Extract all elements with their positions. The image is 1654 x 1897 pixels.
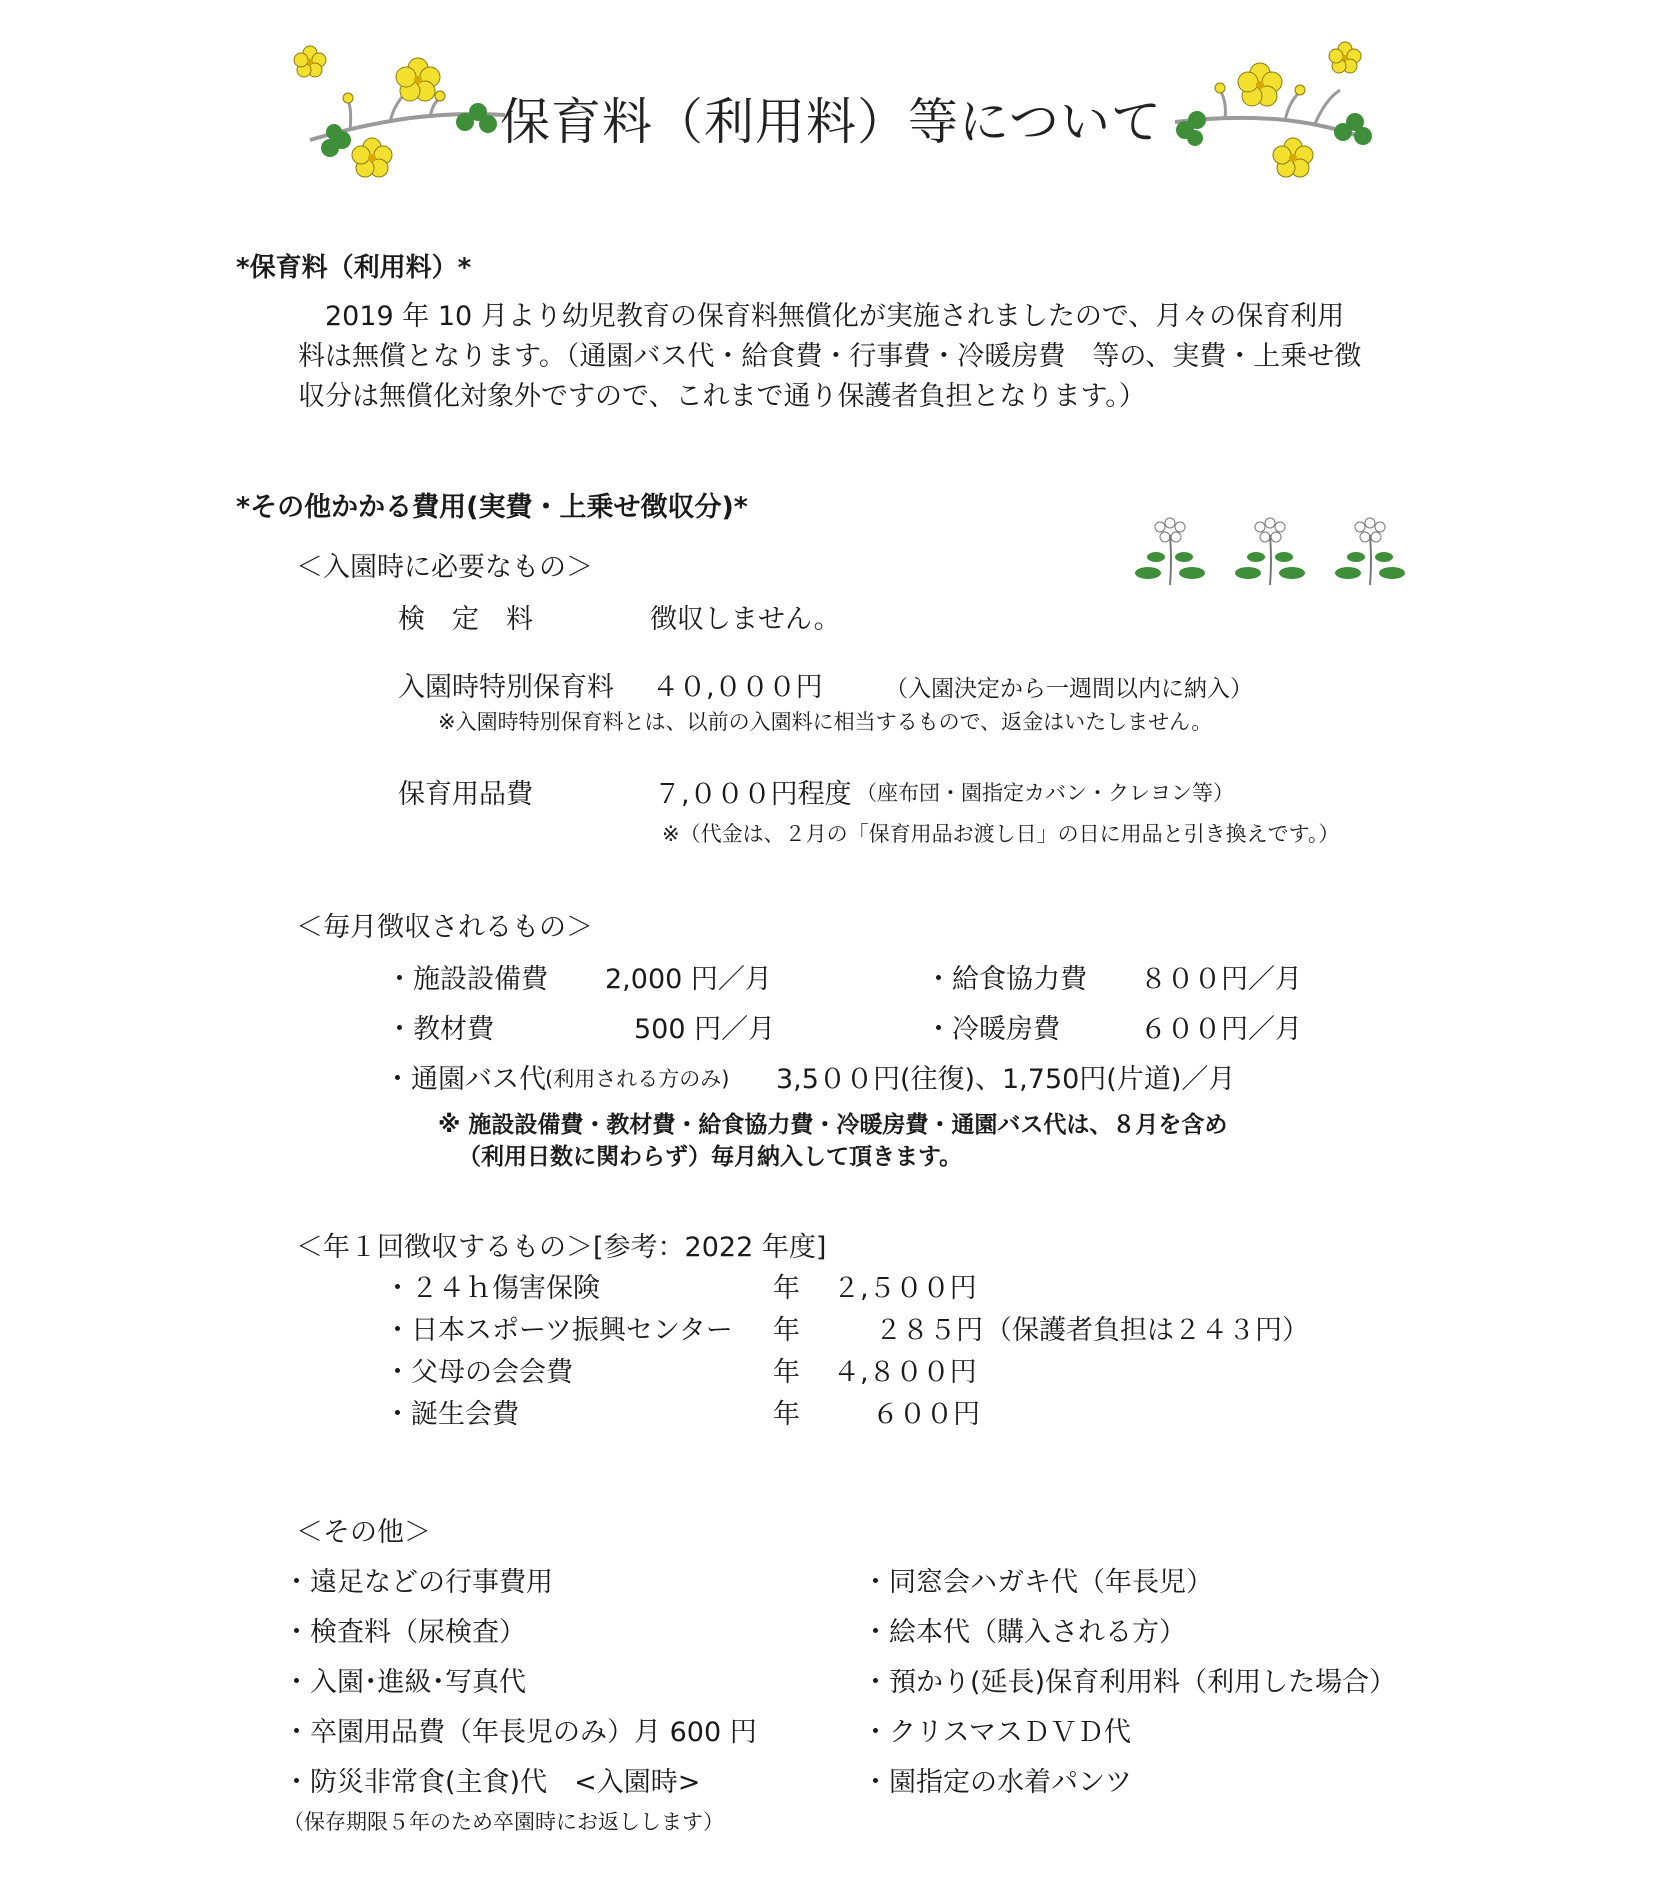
others-footnote: （保存期限５年のため卒園時にお返しします） xyxy=(283,1810,724,1834)
yearly-item-extra: （保護者負担は２４３円） xyxy=(985,1315,1309,1346)
yearly-item-per: 年 xyxy=(773,1315,800,1346)
flower-icon xyxy=(1329,42,1361,73)
special-fee-payment-note: （入園決定から一週間以内に納入） xyxy=(885,676,1253,702)
right-flower-branch-illustration xyxy=(1165,40,1385,180)
monthly-note-line-2: （利用日数に関わらず）毎月納入して頂きます。 xyxy=(458,1144,963,1170)
flower-icon xyxy=(396,58,440,101)
others-right-item: ・同窓会ハガキ代（年長児） xyxy=(862,1567,1213,1598)
supplies-fee-value: ７,０００円程度 xyxy=(654,779,852,810)
yearly-item-label: ・誕生会費 xyxy=(384,1399,519,1430)
monthly-item-label: ・教材費 xyxy=(386,1014,494,1045)
special-fee-label: 入園時特別保育料 xyxy=(398,672,614,703)
leaf-icon xyxy=(1176,111,1372,146)
admission-subheading: ＜入園時に必要なもの＞ xyxy=(296,552,593,583)
others-right-item: ・絵本代（購入される方） xyxy=(862,1617,1186,1648)
monthly-item-value: ８００円／月 xyxy=(1140,964,1302,995)
yearly-item-value: ４,８００円 xyxy=(833,1357,977,1388)
yearly-item-value: ２,５００円 xyxy=(833,1273,977,1304)
monthly-item-label: ・給食協力費 xyxy=(925,964,1087,995)
yearly-item-value: ６００円 xyxy=(872,1399,980,1430)
bus-fee-label: ・通園バス代 xyxy=(384,1064,546,1095)
others-left-item: ・卒園用品費（年長児のみ）月 600 円 xyxy=(283,1717,757,1748)
other-costs-heading: *その他かかる費用(実費・上乗せ徴収分)* xyxy=(236,492,748,523)
others-left-item: ・遠足などの行事費用 xyxy=(283,1567,553,1598)
bus-fee-value: 3,5００円(往復)、1,750円(片道)／月 xyxy=(776,1064,1236,1095)
others-left-item: ・入園･進級･写真代 xyxy=(283,1667,526,1698)
monthly-item-label: ・冷暖房費 xyxy=(925,1014,1060,1045)
yearly-item-label: ・２４ｈ傷害保険 xyxy=(384,1273,600,1304)
fee-section-heading: *保育料（利用料）* xyxy=(236,253,472,283)
others-left-item: ・防災非常食(主食)代 <入園時> xyxy=(283,1767,701,1798)
special-fee-note: ※入園時特別保育料とは、以前の入園料に相当するもので、返金はいたしません。 xyxy=(438,710,1213,734)
yearly-item-per: 年 xyxy=(773,1399,800,1430)
flower-icon xyxy=(294,46,326,77)
yearly-item-label: ・日本スポーツ振興センター xyxy=(384,1315,733,1346)
exam-fee-value: 徴収しません。 xyxy=(650,604,841,635)
monthly-item-value: 2,000 円／月 xyxy=(605,964,772,995)
monthly-item-value: ６００円／月 xyxy=(1140,1014,1302,1045)
sprout-plants-illustration xyxy=(1125,515,1415,595)
flower-icon xyxy=(1273,138,1313,177)
flower-icon xyxy=(352,138,392,177)
others-right-item: ・クリスマスＤＶＤ代 xyxy=(862,1717,1131,1748)
special-fee-value: ４０,０００円 xyxy=(652,672,823,703)
fee-paragraph-line-2: 料は無償となります。（通園バス代・給食費・行事費・冷暖房費 等の、実費・上乗せ徴 xyxy=(298,341,1362,372)
yearly-item-per: 年 xyxy=(773,1357,800,1388)
monthly-subheading: ＜毎月徴収されるもの＞ xyxy=(296,912,593,943)
flower-icon xyxy=(1238,63,1282,106)
others-right-item: ・園指定の水着パンツ xyxy=(862,1767,1132,1798)
supplies-fee-note: ※（代金は、２月の「保育用品お渡し日」の日に用品と引き換えです。） xyxy=(662,822,1340,846)
yearly-item-value: ２８５円 xyxy=(875,1315,983,1346)
supplies-fee-items: （座布団・園指定カバン・クレヨン等） xyxy=(856,781,1234,805)
fee-paragraph-line-3: 収分は無償化対象外ですので、これまで通り保護者負担となります。） xyxy=(298,381,1146,412)
yearly-subheading: ＜年１回徴収するもの＞[参考：2022 年度] xyxy=(296,1232,827,1263)
left-flower-branch-illustration xyxy=(290,40,520,180)
others-subheading: ＜その他＞ xyxy=(296,1517,431,1548)
fee-paragraph-line-1: 2019 年 10 月より幼児教育の保育料無償化が実施されましたので、月々の保育利用 xyxy=(298,301,1345,332)
yearly-item-per: 年 xyxy=(773,1273,800,1304)
monthly-item-label: ・施設設備費 xyxy=(386,964,548,995)
bus-fee-condition: (利用される方のみ) xyxy=(545,1067,730,1091)
page-title: 保育料（利用料）等について xyxy=(500,93,1162,151)
others-left-item: ・検査料（尿検査） xyxy=(283,1617,526,1648)
monthly-item-value: 500 円／月 xyxy=(634,1014,776,1045)
monthly-note-line-1: ※ 施設設備費・教材費・給食協力費・冷暖房費・通園バス代は、８月を含め xyxy=(438,1112,1228,1138)
others-right-item: ・預かり(延長)保育利用料（利用した場合） xyxy=(862,1667,1397,1698)
supplies-fee-label: 保育用品費 xyxy=(398,779,533,810)
yearly-item-label: ・父母の会会費 xyxy=(384,1357,573,1388)
exam-fee-label: 検 定 料 xyxy=(398,604,533,635)
